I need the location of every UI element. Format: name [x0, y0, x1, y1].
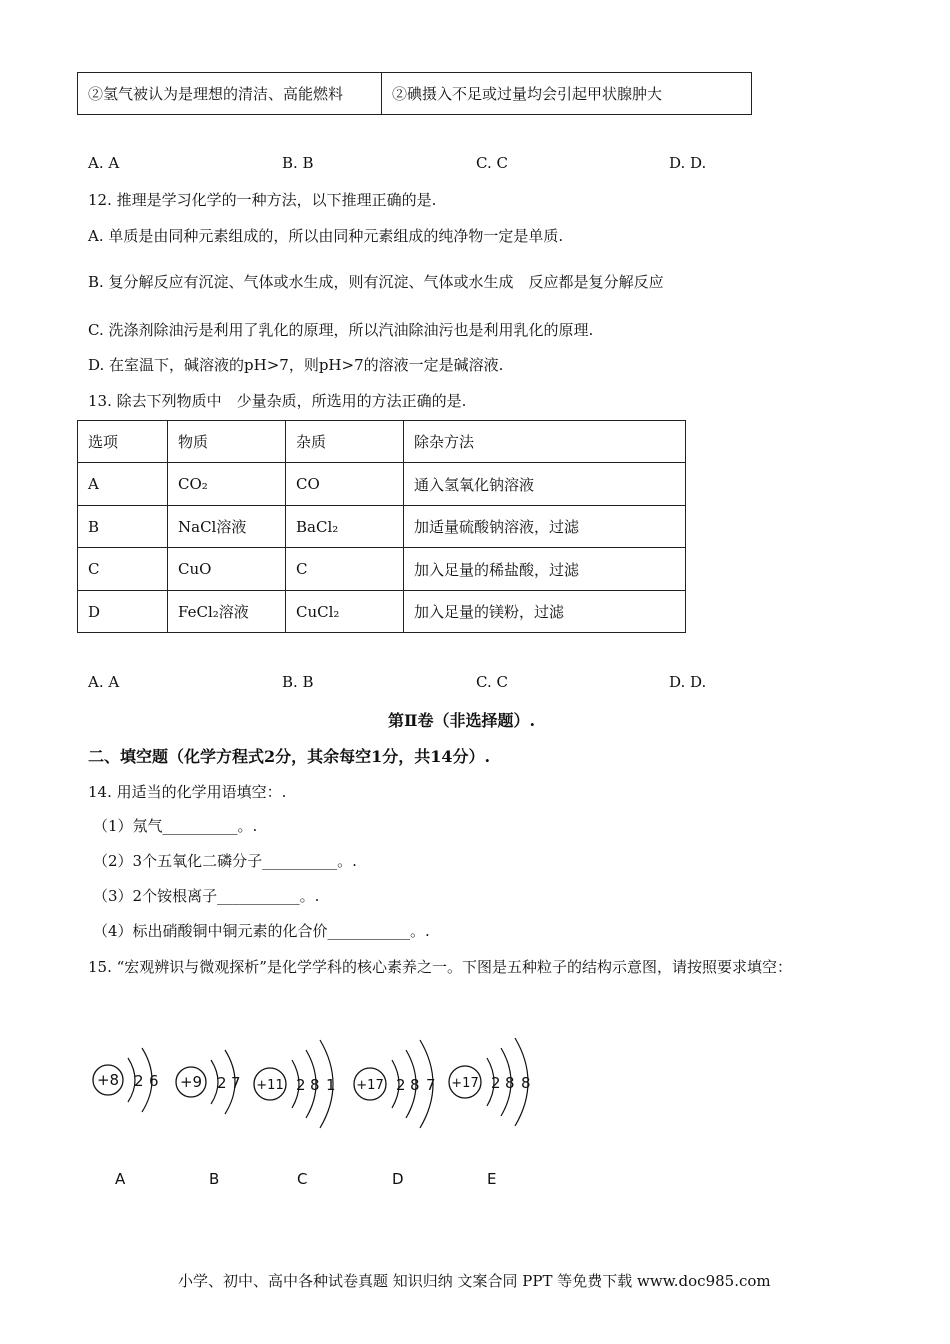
table-row — [78, 463, 686, 506]
particle-d-shell-2: 8 — [410, 1076, 420, 1094]
particle-c-shell-1: 2 — [296, 1076, 306, 1094]
particle-c-shell-3: 1 — [326, 1076, 336, 1094]
q11-option-b: B. B — [282, 154, 314, 172]
top-table-left-cell: ②氢气被认为是理想的清洁、高能燃料 — [78, 73, 382, 115]
q14-item-3: （3）2个铵根离子___________。. — [93, 887, 320, 905]
q12-option-b: B. 复分解反应有沉淀、气体或水生成，则有沉淀、气体或水生成 反应都是复分解反应 — [88, 273, 664, 291]
section-2-heading: 二、填空题（化学方程式2分，其余每空1分，共14分）. — [88, 747, 491, 766]
top-table-right-cell: ②碘摄入不足或过量均会引起甲状腺肿大 — [382, 73, 752, 115]
table-header-cell: 选项 — [78, 421, 168, 463]
particle-d-shell-1: 2 — [396, 1076, 406, 1094]
q15-stem: 15. “宏观辨识与微观探析”是化学学科的核心素养之一。下图是五种粒子的结构示意图，请按照要求填空： — [88, 958, 792, 976]
table-header-row — [78, 421, 686, 463]
table-cell: CO — [286, 463, 404, 506]
table-cell: 加入足量的镁粉，过滤 — [404, 591, 686, 633]
particle-a — [93, 1048, 159, 1112]
particle-c-shell-2: 8 — [310, 1076, 320, 1094]
table-cell: C — [286, 548, 404, 591]
particle-b-shell-1: 2 — [217, 1074, 227, 1092]
particle-c-label: C — [297, 1170, 308, 1188]
atomic-structure-diagrams — [0, 1030, 950, 1150]
q12-option-c: C. 洗涤剂除油污是利用了乳化的原理，所以汽油除油污也是利用乳化的原理. — [88, 321, 594, 339]
particle-e-shell-1: 2 — [491, 1074, 501, 1092]
q14-item-4: （4）标出硝酸铜中铜元素的化合价___________。. — [93, 922, 430, 940]
table-cell: FeCl₂溶液 — [168, 591, 286, 633]
q11-option-c: C. C — [476, 154, 508, 172]
particle-d-nucleus: +17 — [356, 1078, 384, 1093]
table-cell: 加入足量的稀盐酸，过滤 — [404, 548, 686, 591]
top-table — [77, 72, 752, 115]
table-cell: NaCl溶液 — [168, 506, 286, 548]
q12-option-d: D. 在室温下，碱溶液的pH>7，则pH>7的溶液一定是碱溶液. — [88, 356, 504, 374]
table-row — [78, 591, 686, 633]
table-cell: CO₂ — [168, 463, 286, 506]
q12-option-a: A. 单质是由同种元素组成的，所以由同种元素组成的纯净物一定是单质. — [88, 227, 564, 245]
particle-d-label: D — [392, 1170, 404, 1188]
table-cell: B — [78, 506, 168, 548]
particle-e — [449, 1038, 531, 1126]
particle-e-shell-2: 8 — [505, 1074, 515, 1092]
table-header-cell: 物质 — [168, 421, 286, 463]
particle-b-nucleus: +9 — [179, 1073, 203, 1091]
table-cell: 加适量硫酸钠溶液，过滤 — [404, 506, 686, 548]
table-cell: 通入氢氧化钠溶液 — [404, 463, 686, 506]
q13-option-a: A. A — [88, 673, 120, 691]
q11-option-a: A. A — [88, 154, 120, 172]
q13-option-d: D. D. — [669, 673, 707, 691]
table-row — [78, 548, 686, 591]
particle-a-shell-2: 6 — [149, 1072, 159, 1090]
particle-c-nucleus: +11 — [256, 1078, 284, 1093]
particle-e-nucleus: +17 — [451, 1076, 479, 1091]
section-2-title: 第Ⅱ卷（非选择题）. — [388, 711, 536, 730]
q13-table — [77, 420, 686, 633]
q14-item-2: （2）3个五氧化二磷分子__________。. — [93, 852, 357, 870]
particle-e-shell-3: 8 — [521, 1074, 531, 1092]
particle-b — [176, 1050, 241, 1114]
particle-b-shell-2: 7 — [231, 1074, 241, 1092]
table-cell: C — [78, 548, 168, 591]
particle-a-label: A — [115, 1170, 126, 1188]
table-header-cell: 除杂方法 — [404, 421, 686, 463]
q14-stem: 14. 用适当的化学用语填空：. — [88, 783, 287, 801]
q14-item-1: （1）氖气__________。. — [93, 817, 258, 835]
particle-e-label: E — [487, 1170, 497, 1188]
q13-option-b: B. B — [282, 673, 314, 691]
page-footer: 小学、初中、高中各种试卷真题 知识归纳 文案合同 PPT 等免费下载 www.doc985.com — [178, 1272, 771, 1290]
particle-c — [254, 1040, 336, 1128]
table-cell: BaCl₂ — [286, 506, 404, 548]
particle-b-label: B — [209, 1170, 220, 1188]
particle-a-shell-1: 2 — [134, 1072, 144, 1090]
table-row — [78, 506, 686, 548]
table-cell: A — [78, 463, 168, 506]
table-header-cell: 杂质 — [286, 421, 404, 463]
table-cell: CuO — [168, 548, 286, 591]
q11-option-d: D. D. — [669, 154, 707, 172]
particle-d — [354, 1040, 436, 1128]
q13-stem: 13. 除去下列物质中 少量杂质，所选用的方法正确的是. — [88, 392, 467, 410]
particle-a-nucleus: +8 — [96, 1071, 120, 1089]
q13-option-c: C. C — [476, 673, 508, 691]
q12-stem: 12. 推理是学习化学的一种方法，以下推理正确的是. — [88, 191, 437, 209]
particle-d-shell-3: 7 — [426, 1076, 436, 1094]
table-cell: D — [78, 591, 168, 633]
table-cell: CuCl₂ — [286, 591, 404, 633]
